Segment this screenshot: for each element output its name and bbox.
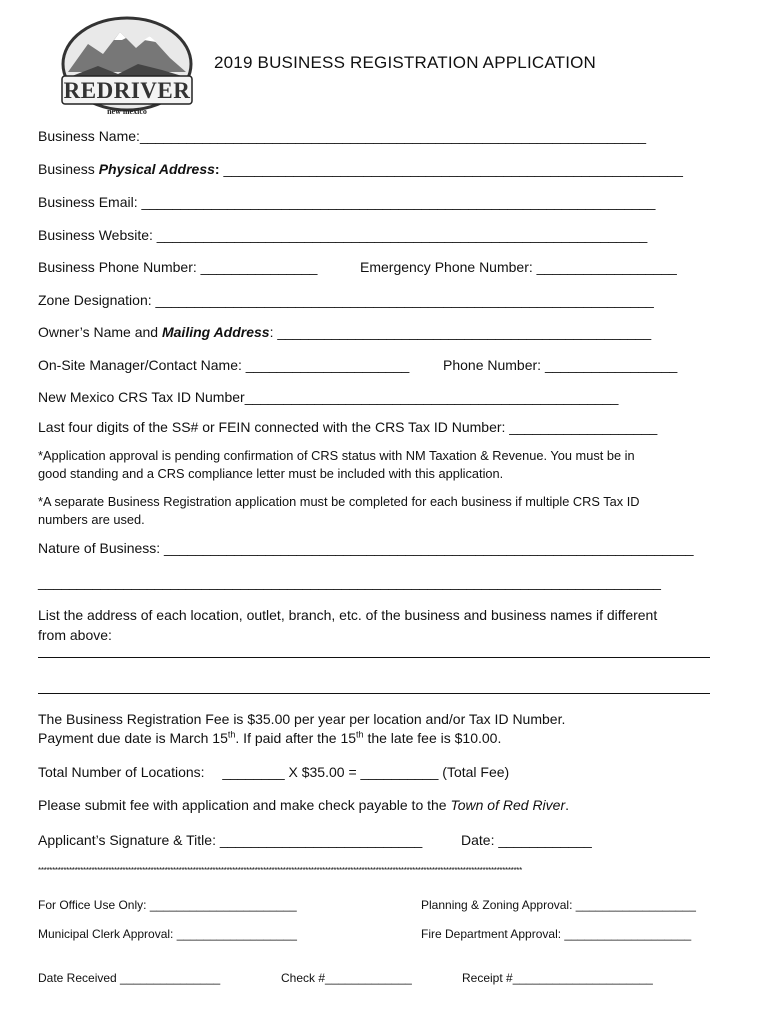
red-river-logo [58,14,196,122]
check-field[interactable]: _____________ [325,971,412,985]
nature-field-line-2[interactable]: ________________________________________________________________________________ [38,574,661,590]
nature-row [38,540,694,556]
total-row [38,764,509,780]
date-received-row [38,971,220,985]
onsite-field[interactable]: _____________________ [241,357,410,373]
fee-superscript-1: th [227,729,236,740]
locations-instruction-1: List the address of each location, outlet, branch, etc. of the business and business names if different [38,607,658,623]
physical-address-row [38,161,683,177]
business-website-field[interactable]: _______________________________________________________________ [152,227,648,243]
fee-superscript-2: th [356,729,364,740]
submit-row [38,797,569,813]
emergency-phone-field[interactable]: __________________ [532,259,677,275]
business-website-row [38,227,647,243]
zone-field[interactable]: ________________________________________________________________ [151,292,654,308]
business-website-label: Business Website: [38,227,153,243]
separate-note [38,493,640,529]
separate-note-line-1: *A separate Business Registration application must be completed for each business if multiple CRS Tax ID [38,494,640,509]
fee-late-text: . If paid after the 15 [235,730,357,746]
office-use-field[interactable]: ______________________ [146,898,297,912]
business-name-field[interactable]: _________________________________________________________________ [139,128,647,144]
logo-subtitle: new mexico [107,107,147,116]
crs-tax-id-label: New Mexico CRS Tax ID Number [38,389,245,405]
business-email-label: Business Email: [38,194,138,210]
physical-address-colon: : [214,161,220,177]
fee-multiplier: X $35.00 = [288,764,357,780]
last-four-row [38,419,657,435]
onsite-label: On-Site Manager/Contact Name: [38,357,242,373]
planning-row [421,898,696,912]
zone-row [38,292,654,308]
signature-label: Applicant’s Signature & Title: [38,832,216,848]
business-email-field[interactable]: __________________________________________________________________ [137,194,656,210]
total-locations-label: Total Number of Locations: [38,764,205,780]
clerk-row [38,927,297,941]
physical-address-label-emphasis: Physical Address [98,161,215,177]
crs-tax-id-field[interactable]: ________________________________________________ [244,389,619,405]
check-label: Check # [281,971,326,985]
business-phone-label: Business Phone Number: [38,259,197,275]
emergency-phone-label: Emergency Phone Number: [360,259,533,275]
physical-address-label: Business [38,161,99,177]
approval-note-line-1: *Application approval is pending confirmation of CRS status with NM Taxation & Revenue. You must be in [38,448,635,463]
asterisk-separator: **************************************************************************************************************************************************************************** [38,866,522,875]
owner-row [38,324,651,340]
onsite-phone-field[interactable]: _________________ [541,357,678,373]
locations-instruction-2: from above: [38,627,112,643]
fee-line-2 [38,730,501,746]
crs-tax-id-row [38,389,618,405]
check-row [281,971,412,985]
business-phone-field[interactable]: _______________ [196,259,318,275]
fire-label: Fire Department Approval: [421,927,562,941]
page-title: 2019 BUSINESS REGISTRATION APPLICATION [214,53,597,72]
onsite-row [38,357,409,373]
approval-note [38,447,635,483]
approval-note-line-2: good standing and a CRS compliance letter must be included with this application. [38,466,504,481]
business-email-row [38,194,655,210]
emergency-phone-row [360,259,677,275]
date-received-field[interactable]: _______________ [116,971,221,985]
planning-field[interactable]: __________________ [572,898,696,912]
nature-label: Nature of Business: [38,540,161,556]
locations-field-line-2[interactable] [38,693,710,694]
date-row [461,832,592,848]
owner-field[interactable]: ________________________________________________ [273,324,652,340]
fire-field[interactable]: ___________________ [561,927,692,941]
office-use-label: For Office Use Only: [38,898,147,912]
signature-field[interactable]: __________________________ [215,832,423,848]
office-use-row [38,898,297,912]
submit-period: . [565,797,570,813]
owner-label-emphasis: Mailing Address [161,324,270,340]
business-name-row [38,128,646,144]
signature-row [38,832,422,848]
total-fee-label: (Total Fee) [442,764,510,780]
fee-late-amount: the late fee is $10.00. [363,730,502,746]
onsite-phone-label: Phone Number: [443,357,542,373]
owner-label: Owner’s Name and [38,324,162,340]
submit-instruction: Please submit fee with application and make check payable to the [38,797,451,813]
owner-colon: : [269,324,274,340]
clerk-field[interactable]: __________________ [173,927,297,941]
last-four-field[interactable]: ___________________ [505,419,658,435]
business-phone-row [38,259,317,275]
planning-label: Planning & Zoning Approval: [421,898,573,912]
business-name-label: Business Name: [38,128,140,144]
receipt-field[interactable]: _____________________ [512,971,653,985]
clerk-label: Municipal Clerk Approval: [38,927,174,941]
logo-wordmark: REDRIVER [63,78,191,103]
payee-name: Town of Red River [450,797,566,813]
receipt-label: Receipt # [462,971,513,985]
physical-address-field[interactable]: ___________________________________________________________ [219,161,683,177]
total-locations-field[interactable]: ________ [222,764,285,780]
fire-row [421,927,691,941]
locations-field-line-1[interactable] [38,657,710,658]
date-field[interactable]: ____________ [494,832,592,848]
fee-due-date-text: Payment due date is March 15 [38,730,228,746]
zone-label: Zone Designation: [38,292,152,308]
fee-line-1: The Business Registration Fee is $35.00 per year per location and/or Tax ID Number. [38,711,566,727]
separate-note-line-2: numbers are used. [38,512,145,527]
receipt-row [462,971,653,985]
last-four-label: Last four digits of the SS# or FEIN connected with the CRS Tax ID Number: [38,419,506,435]
nature-field[interactable]: ____________________________________________________________________ [160,540,694,556]
date-received-label: Date Received [38,971,117,985]
date-label: Date: [461,832,495,848]
onsite-phone-row [443,357,677,373]
total-fee-field[interactable]: __________ [360,764,439,780]
